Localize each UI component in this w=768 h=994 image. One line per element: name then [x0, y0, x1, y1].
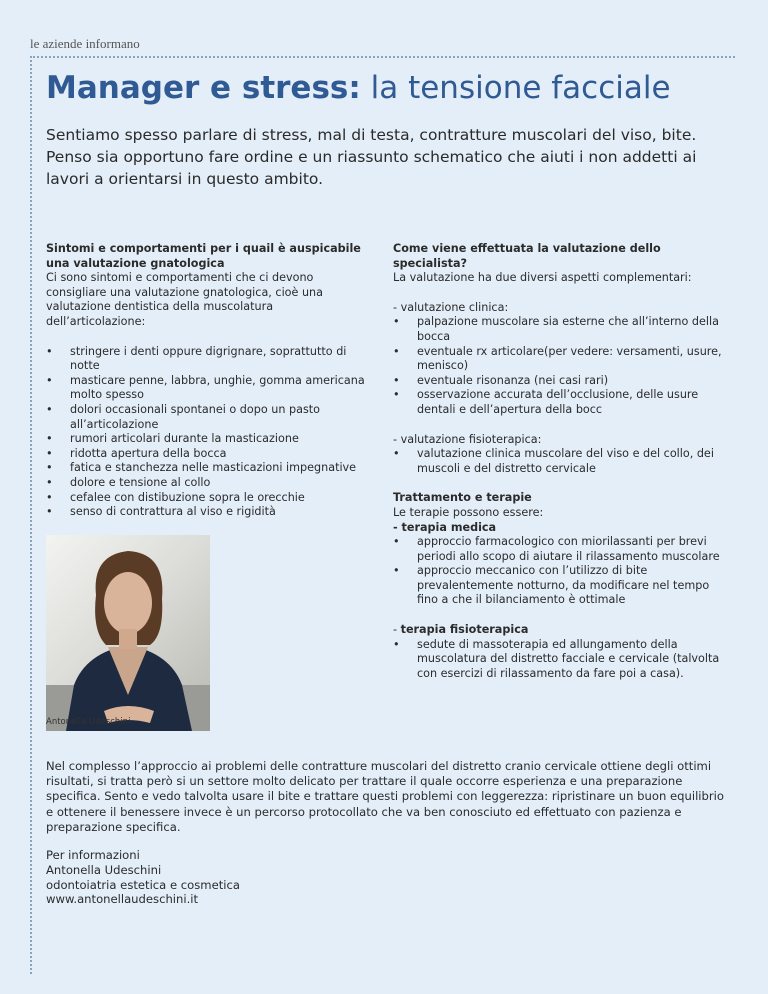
list-item: • valutazione clinica muscolare del viso e del collo, dei muscoli e del distretto cervicale — [393, 447, 728, 476]
treatment-body: Le terapie possono essere: — [393, 505, 544, 519]
symptoms-heading: Sintomi e comportamenti per i quail è auspicabile una valutazione gnatologica — [46, 242, 361, 270]
list-item: • ridotta apertura della bocca — [46, 447, 366, 462]
physio-therapy-label: - terapia fisioterapica — [393, 623, 529, 637]
list-item: • fatica e stanchezza nelle masticazioni impegnative — [46, 461, 366, 476]
dotted-rule-left — [30, 56, 32, 974]
list-item: • approccio meccanico con l’utilizzo di bite prevalentemente notturno, da modificare nel tempo fino a che il bilanciamento è ottimale — [393, 564, 728, 608]
physio-therapy-list — [393, 638, 728, 682]
contact-intro: Per informazioni — [46, 848, 140, 862]
medical-therapy-label: - terapia medica — [393, 520, 497, 534]
list-item: • cefalee con distibuzione sopra le orecchie — [46, 491, 366, 506]
list-item: • osservazione accurata dell’occlusione, delle usure dentali e dell’apertura della bocc — [393, 388, 728, 417]
left-column — [46, 242, 366, 520]
list-item: • approccio farmacologico con miorilassanti per brevi periodi allo scopo di aiutare il rilassamento muscolare — [393, 535, 728, 564]
list-item: • stringere i denti oppure digrignare, soprattutto di notte — [46, 345, 366, 374]
list-item: • rumori articolari durante la masticazione — [46, 432, 366, 447]
list-item: • sedute di massoterapia ed allungamento della muscolatura del distretto facciale e cervicale (talvolta con esercizi di rilassamento da fare poi a casa). — [393, 638, 728, 682]
dotted-rule-top — [30, 56, 735, 58]
physio-therapy-label-text: terapia fisioterapica — [400, 623, 529, 637]
list-item: • palpazione muscolare sia esterne che all’interno della bocca — [393, 315, 728, 344]
portrait-illustration — [46, 535, 210, 731]
section-label: le aziende informano — [30, 36, 140, 51]
conclusion-paragraph: Nel complesso l’approccio ai problemi delle contratture muscolari del distretto cranio cervicale ottiene degli ottimi risultati, si tratta però si un settore molto delicato per trattare il quale occorre esperienza e una preparazione specifica. Sento e vedo talvolta usare il bite e trattare questi problemi con leggerezza: ripristinare un buon equilibrio e ottenere il benessere invece è un percorso protocollato che va ben conosciuto ed effettuato con pazienza e preparazione specifica. — [46, 759, 724, 834]
list-item: • eventuale rx articolare(per vedere: versamenti, usure, menisco) — [393, 345, 728, 374]
symptoms-list — [46, 345, 366, 520]
medical-therapy-list — [393, 535, 728, 608]
physio-eval-label: - valutazione fisioterapica: — [393, 432, 542, 446]
portrait-photo — [46, 535, 210, 731]
title-bold: Manager e stress: — [46, 70, 361, 106]
list-item: • dolori occasionali spontanei o dopo un pasto all’articolazione — [46, 403, 366, 432]
treatment-heading: Trattamento e terapie — [393, 491, 532, 505]
article-title — [46, 66, 671, 110]
evaluation-heading: Come viene effettuata la valutazione dello specialista? — [393, 242, 661, 270]
list-item: • masticare penne, labbra, unghie, gomma americana molto spesso — [46, 374, 366, 403]
list-item: • eventuale risonanza (nei casi rari) — [393, 374, 728, 389]
symptoms-body: Ci sono sintomi e comportamenti che ci devono consigliare una valutazione gnatologica, cioè una valutazione dentistica della muscolatura dell’articolazione: — [46, 271, 323, 328]
intro-paragraph: Sentiamo spesso parlare di stress, mal di testa, contratture muscolari del viso, bite. Penso sia opportuno fare ordine e un riassunto schematico che aiuti i non addetti ai lavori a orientarsi in questo ambito. — [46, 126, 697, 188]
clinical-label: - valutazione clinica: — [393, 300, 509, 314]
clinical-list — [393, 315, 728, 417]
list-item: • senso di contrattura al viso e rigidità — [46, 505, 366, 520]
title-light: la tensione facciale — [360, 70, 671, 106]
contact-block — [46, 848, 346, 907]
list-item: • dolore e tensione al collo — [46, 476, 366, 491]
evaluation-body: La valutazione ha due diversi aspetti complementari: — [393, 271, 692, 285]
contact-website[interactable]: www.antonellaudeschini.it — [46, 892, 199, 907]
right-column — [393, 242, 728, 681]
contact-name: Antonella Udeschini — [46, 862, 162, 877]
physio-eval-list — [393, 447, 728, 476]
photo-caption: Antonella Udeschini — [46, 717, 131, 727]
contact-specialty: odontoiatria estetica e cosmetica — [46, 877, 240, 892]
